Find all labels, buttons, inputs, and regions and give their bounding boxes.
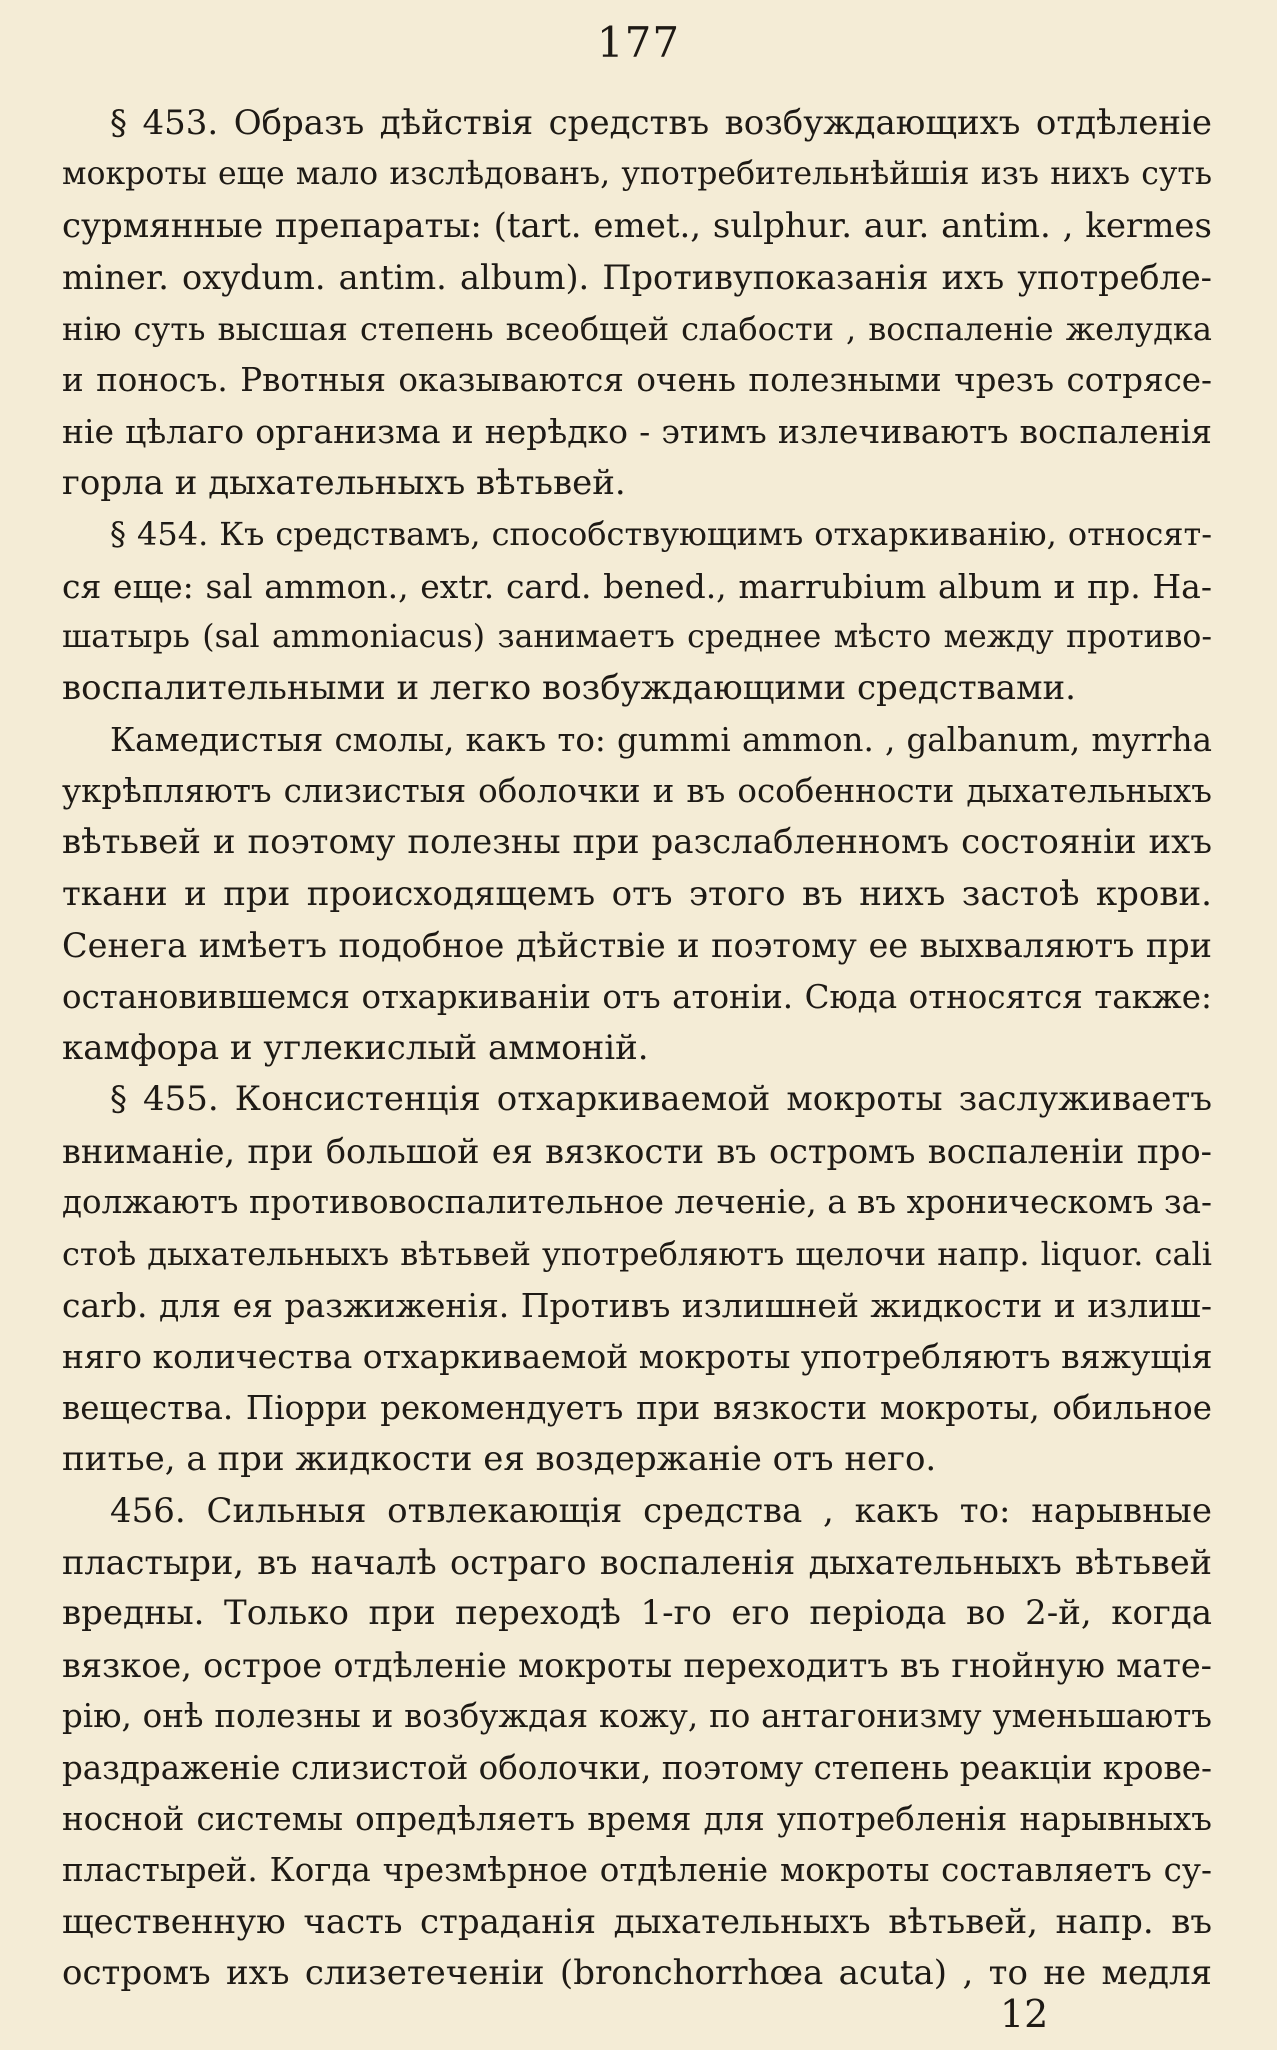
- text-line: и поносъ. Рвотныя оказываются очень полезными чрезъ сотрясе-: [62, 360, 1212, 399]
- text-line: рію, онѣ полезны и возбуждая кожу, по антагонизму уменьшаютъ: [62, 1697, 1212, 1736]
- text-line: ся еще: sal ammon., extr. card. bened., marrubium album и пр. На-: [62, 566, 1212, 606]
- text-line: miner. oxydum. antim. album). Противупоказанія ихъ употребле-: [62, 258, 1212, 298]
- text-line: § 454. Къ средствамъ, способствующимъ отхаркиванію, относят-: [110, 515, 1212, 554]
- text-line: питье, а при жидкости ея воздержаніе отъ него.: [62, 1439, 937, 1480]
- body-text: [62, 98, 1212, 1999]
- text-line: мокроты еще мало изслѣдованъ, употребительнѣйшія изъ нихъ суть: [62, 156, 1212, 193]
- text-line: Сенега имѣетъ подобное дѣйствіе и поэтому ее выхваляютъ при: [62, 926, 1212, 966]
- text-line: должаютъ противовоспалительное леченіе, а въ хроническомъ за-: [62, 1183, 1212, 1222]
- text-line: вниманіе, при большой ея вязкости въ остромъ воспаленіи про-: [62, 1131, 1212, 1171]
- page-number: 177: [596, 18, 681, 67]
- text-line: сурмянные препараты: (tart. emet., sulphur. aur. antim. , kermes: [62, 205, 1212, 246]
- text-line: нію суть высшая степень всеобщей слабости , воспаленіе желудка: [62, 309, 1212, 348]
- text-line: пластырей. Когда чрезмѣрное отдѣленіе мокроты составляетъ су-: [62, 1851, 1212, 1890]
- text-line: стоѣ дыхательныхъ вѣтьвей употребляютъ щелочи напр. liquor. cali: [62, 1234, 1212, 1273]
- text-line: носной системы опредѣляетъ время для употребленія нарывныхъ: [62, 1799, 1212, 1838]
- text-line: ткани и при происходящемъ отъ этого въ нихъ застоѣ крови.: [62, 873, 1212, 914]
- text-line: ніе цѣлаго организма и нерѣдко - этимъ излечиваютъ воспаленія: [62, 412, 1212, 452]
- text-line: пластыри, въ началѣ остраго воспаленія дыхательныхъ вѣтьвей: [62, 1542, 1212, 1582]
- text-line: камфора и углекислый аммоній.: [62, 1028, 649, 1069]
- text-line: раздраженіе слизистой оболочки, поэтому степень реакціи крове-: [62, 1748, 1212, 1787]
- text-line: § 455. Консистенція отхаркиваемой мокроты заслуживаетъ: [110, 1079, 1212, 1120]
- text-line: вѣтьвей и поэтому полезны при разслабленномъ состояніи ихъ: [62, 822, 1212, 863]
- text-line: вязкое, острое отдѣленіе мокроты переходитъ въ гнойную мате-: [62, 1645, 1212, 1685]
- text-line: вещества. Піорри рекомендуетъ при вязкости мокроты, обильное: [62, 1388, 1212, 1427]
- text-line: остановившемся отхаркиваніи отъ атоніи. Сюда относятся также:: [62, 977, 1212, 1016]
- text-line: 456. Сильныя отвлекающія средства , какъ то: нарывные: [110, 1490, 1212, 1531]
- text-line: вредны. Только при переходѣ 1-го его періода во 2-й, когда: [62, 1593, 1212, 1634]
- text-line: няго количества отхаркиваемой мокроты употребляютъ вяжущія: [62, 1337, 1212, 1377]
- text-line: шатырь (sal ammoniacus) занимаетъ среднее мѣсто между противо-: [62, 618, 1212, 655]
- text-line: горла и дыхательныхъ вѣтьвей.: [62, 462, 626, 503]
- text-line: carb. для ея разжиженія. Противъ излишней жидкости и излиш-: [62, 1285, 1212, 1325]
- text-line: укрѣпляютъ слизистыя оболочки и въ особенности дыхательныхъ: [62, 772, 1212, 811]
- text-line: § 453. Образъ дѣйствія средствъ возбуждающихъ отдѣленіе: [110, 103, 1212, 143]
- signature-mark: 12: [1000, 1992, 1049, 2036]
- text-line: воспалительными и легко возбуждающими средствами.: [62, 668, 1076, 709]
- text-line: Камедистыя смолы, какъ то: gummi ammon. , galbanum, myrrha: [110, 720, 1212, 759]
- text-line: щественную часть страданія дыхательныхъ вѣтьвей, напр. въ: [62, 1901, 1212, 1942]
- text-line: остромъ ихъ слизетеченіи (bronchorrhœa acuta) , то не медля: [62, 1953, 1212, 1994]
